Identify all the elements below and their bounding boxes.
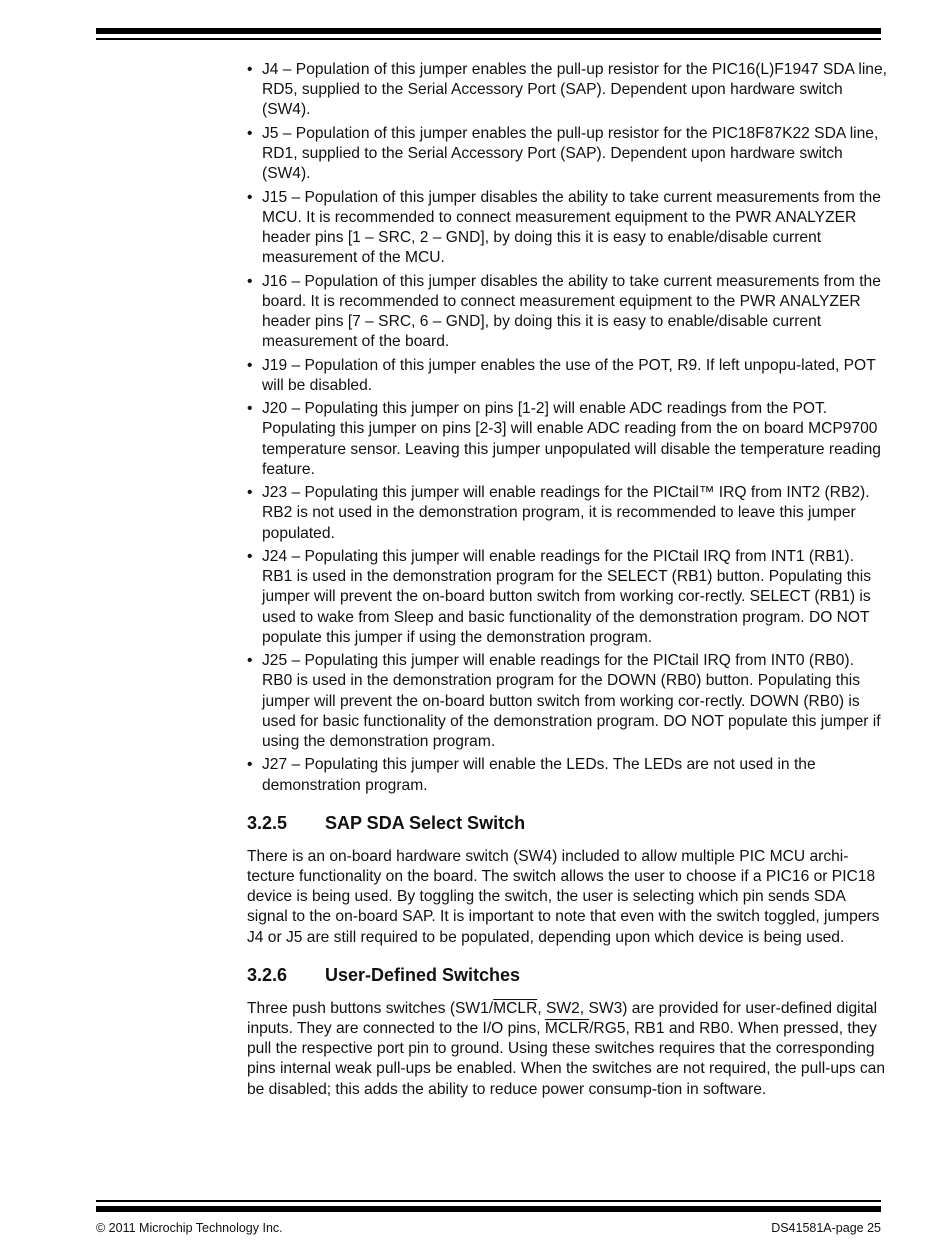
section-heading-3-2-6 — [247, 964, 887, 986]
footer-rule-thin — [96, 1200, 881, 1202]
section-title: User-Defined Switches — [325, 964, 521, 985]
mclr-overline: MCLR — [493, 999, 538, 1017]
list-item: • J15 – Population of this jumper disables the ability to take current measurements from the MCU. It is recommended to connect measurement equipment to the PWR ANALYZER header pins [1 – SRC, 2 – GND], by doing this it is easy to enable/disable current measurement of the MCU. — [247, 188, 881, 267]
section-number: 3.2.6 — [247, 964, 288, 985]
bullet-icon: • — [247, 356, 253, 374]
list-item: • J25 – Populating this jumper will enable readings for the PICtail IRQ from INT0 (RB0). RB0 is used in the demonstration program for the DOWN (RB0) button. Populating this jumper will prevent the on-board button switch from working cor-rectly. DOWN (RB0) is used for basic functionality of the demonstration program. DO NOT populate this jumper if using the demonstration program. — [247, 652, 881, 750]
bullet-icon: • — [247, 652, 253, 670]
jumper-list — [247, 60, 887, 796]
bullet-icon: • — [247, 756, 253, 774]
mclr-overline: MCLR — [544, 1020, 590, 1038]
bullet-icon: • — [247, 188, 253, 206]
page-number: DS41581A-page 25 — [771, 1221, 881, 1235]
page-body — [247, 60, 887, 1100]
section-paragraph: There is an on-board hardware switch (SW4) included to allow multiple PIC MCU archi-tecture functionality on the board. The switch allows the user to choose if a PIC16 or PIC18 device is being used. By toggling the switch, the user is selecting which pin sends SDA signal to the on-board SAP. It is important to note that even with the switch toggled, jumpers J4 or J5 are still required to be populated, depending upon which device is being used. — [247, 847, 880, 946]
bullet-icon: • — [247, 124, 253, 142]
list-item: • J24 – Populating this jumper will enable readings for the PICtail IRQ from INT1 (RB1). RB1 is used in the demonstration program for the SELECT (RB1) button. Populating this jumper will prevent the on-board button switch from working cor-rectly. SELECT (RB1) is used to wake from Sleep and basic functionality of the demonstration program. DO NOT populate this jumper if using the demonstration program. — [247, 547, 872, 646]
footer-rule — [96, 1206, 881, 1212]
section-heading-3-2-5 — [247, 812, 887, 834]
copyright-text: © 2011 Microchip Technology Inc. — [96, 1221, 283, 1235]
bullet-icon: • — [247, 484, 253, 502]
header-rule — [96, 28, 881, 34]
list-item: • J16 – Population of this jumper disables the ability to take current measurements from the board. It is recommended to connect measurement equipment to the PWR ANALYZER header pins [7 – SRC, 6 – GND], by doing this it is easy to enable/disable current measurement of the board. — [247, 272, 881, 351]
list-item: • J23 – Populating this jumper will enable readings for the PICtail™ IRQ from INT2 (RB2). RB2 is not used in the demonstration program, it is recommended to leave this jumper populated. — [247, 484, 870, 542]
section-number: 3.2.5 — [247, 812, 288, 833]
section-paragraph: Three push buttons switches (SW1/MCLR, SW2, SW3) are provided for user-defined digital inputs. They are connected to the I/O pins, MCLR/RG5, RB1 and RB0. When pressed, they pull the respective port pin to ground. Using these switches requires that the corresponding pins internal weak pull-ups be enabled. When the switches are not required, the pull-ups can be disabled; this adds the ability to reduce power consump-tion in software. — [247, 999, 885, 1098]
bullet-icon: • — [247, 61, 253, 78]
header-rule-thin — [96, 38, 881, 40]
section-title: SAP SDA Select Switch — [325, 812, 526, 833]
list-item: • J19 – Population of this jumper enables the use of the POT, R9. If left unpopu-lated, POT will be disabled. — [247, 356, 876, 394]
bullet-icon: • — [247, 400, 253, 418]
list-item: • J5 – Population of this jumper enables the pull-up resistor for the PIC18F87K22 SDA line, RD1, supplied to the Serial Accessory Port (SAP). Dependent upon hardware switch (SW4). — [247, 124, 879, 183]
bullet-icon: • — [247, 272, 253, 290]
list-item: • J27 – Populating this jumper will enable the LEDs. The LEDs are not used in the demonstration program. — [247, 756, 816, 794]
bullet-icon: • — [247, 547, 253, 565]
list-item: • J4 – Population of this jumper enables the pull-up resistor for the PIC16(L)F1947 SDA line, RD5, supplied to the Serial Accessory Port (SAP). Dependent upon hardware switch (SW4). — [247, 61, 887, 119]
list-item: • J20 – Populating this jumper on pins [1-2] will enable ADC readings from the POT. Populating this jumper on pins [2-3] will enable ADC reading from the on board MCP9700 temperature sensor. Leaving this jumper unpopulated will disable the temperature reading feature. — [247, 400, 881, 478]
